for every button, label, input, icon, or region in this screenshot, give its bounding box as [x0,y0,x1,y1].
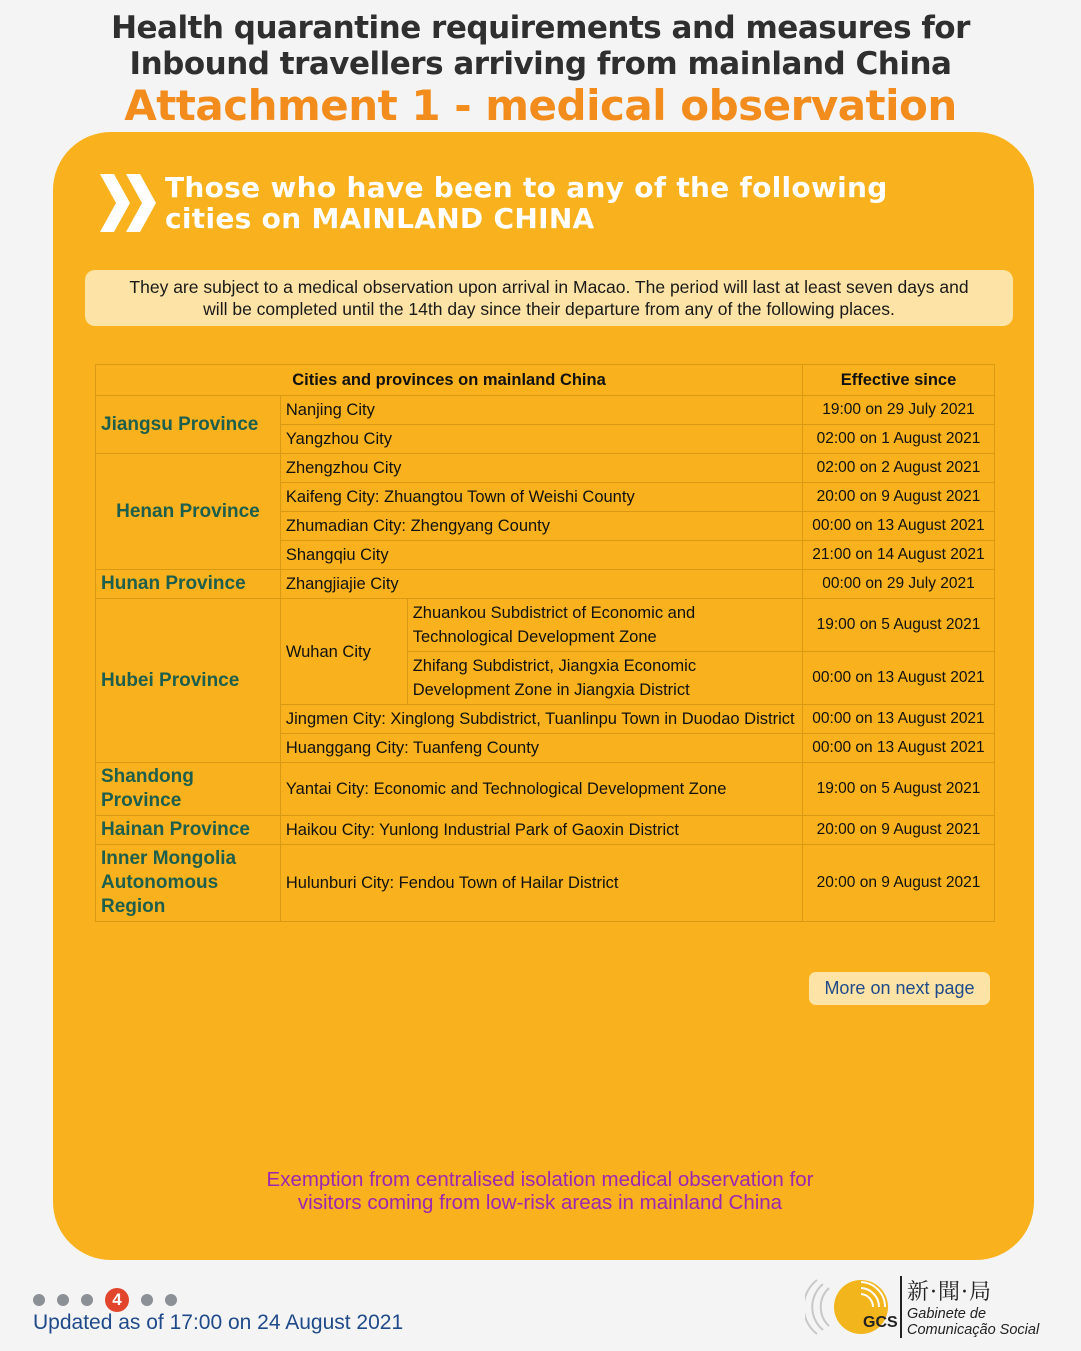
city-cell: Wuhan City [280,599,407,705]
notice-box [85,270,1013,326]
date-cell: 20:00 on 9 August 2021 [803,845,995,922]
place-cell: Shangqiu City [280,541,802,570]
place-cell: Hulunburi City: Fendou Town of Hailar District [280,845,802,922]
page-dot[interactable] [33,1294,45,1306]
table-row [96,599,995,652]
place-cell: Jingmen City: Xinglong Subdistrict, Tuanlinpu Town in Duodao District [280,705,802,734]
province-cell: Henan Province [96,454,281,570]
cities-table [95,364,995,922]
notice-line-2: will be completed until the 14th day since their departure from any of the following places. [203,299,895,319]
exemption-link[interactable] [150,1168,930,1214]
table-row [96,845,995,922]
date-cell: 00:00 on 29 July 2021 [803,570,995,599]
table-header-row [96,365,995,396]
date-cell: 00:00 on 13 August 2021 [803,652,995,705]
page-dot[interactable] [81,1294,93,1306]
panel-heading-line-1: Those who have been to any of the following [165,171,888,204]
logo-line-1: Gabinete de [907,1306,987,1322]
header-cities: Cities and provinces on mainland China [96,365,803,396]
updated-timestamp: Updated as of 17:00 on 24 August 2021 [33,1311,404,1334]
exemption-line-2: visitors coming from low-risk areas in mainland China [297,1191,783,1214]
date-cell: 21:00 on 14 August 2021 [803,541,995,570]
place-cell: Nanjing City [280,396,802,425]
place-cell: Zhifang Subdistrict, Jiangxia Economic Development Zone in Jiangxia District [407,652,802,705]
panel-heading [165,172,965,234]
notice-line-1: They are subject to a medical observation upon arrival in Macao. The period will last at least seven days and [129,277,969,297]
place-cell: Haikou City: Yunlong Industrial Park of Gaoxin District [280,816,802,845]
date-cell: 20:00 on 9 August 2021 [803,816,995,845]
logo-abbr: GCS [863,1314,898,1331]
province-cell: Hunan Province [96,570,281,599]
table-row [96,763,995,816]
double-chevron-right-icon [100,174,160,232]
place-cell: Yangzhou City [280,425,802,454]
more-on-next-page-button[interactable]: More on next page [809,972,990,1005]
date-cell: 00:00 on 13 August 2021 [803,512,995,541]
place-cell: Yantai City: Economic and Technological Development Zone [280,763,802,816]
date-cell: 19:00 on 5 August 2021 [803,763,995,816]
page-dot[interactable] [165,1294,177,1306]
page-dot[interactable] [57,1294,69,1306]
table-row [96,570,995,599]
place-cell: Zhuankou Subdistrict of Economic and Technological Development Zone [407,599,802,652]
province-cell: Inner Mongolia Autonomous Region [96,845,281,922]
date-cell: 02:00 on 2 August 2021 [803,454,995,483]
logo-chinese: 新·聞·局 [907,1280,992,1305]
date-cell: 19:00 on 29 July 2021 [803,396,995,425]
place-cell: Kaifeng City: Zhuangtou Town of Weishi County [280,483,802,512]
date-cell: 02:00 on 1 August 2021 [803,425,995,454]
title-block [0,10,1081,130]
province-cell: Hainan Province [96,816,281,845]
date-cell: 00:00 on 13 August 2021 [803,734,995,763]
table-row [96,816,995,845]
page-title-line-2: Inbound travellers arriving from mainland China [129,46,952,82]
page-subtitle: Attachment 1 - medical observation [124,81,957,130]
page-title-line-1: Health quarantine requirements and measures for [111,10,970,46]
logo-line-2: Comunicação Social [907,1322,1040,1338]
place-cell: Zhangjiajie City [280,570,802,599]
page-indicator [33,1288,189,1312]
panel-heading-line-2: cities on MAINLAND CHINA [165,202,595,235]
table-row [96,454,995,483]
date-cell: 19:00 on 5 August 2021 [803,599,995,652]
place-cell: Zhengzhou City [280,454,802,483]
table-row [96,396,995,425]
current-page-badge: 4 [105,1288,129,1312]
exemption-line-1: Exemption from centralised isolation medical observation for [266,1168,814,1191]
province-cell: Shandong Province [96,763,281,816]
date-cell: 00:00 on 13 August 2021 [803,705,995,734]
place-cell: Huanggang City: Tuanfeng County [280,734,802,763]
place-cell: Zhumadian City: Zhengyang County [280,512,802,541]
date-cell: 20:00 on 9 August 2021 [803,483,995,512]
page-dot[interactable] [141,1294,153,1306]
province-cell: Jiangsu Province [96,396,281,454]
province-cell: Hubei Province [96,599,281,763]
header-effective-since: Effective since [803,365,995,396]
